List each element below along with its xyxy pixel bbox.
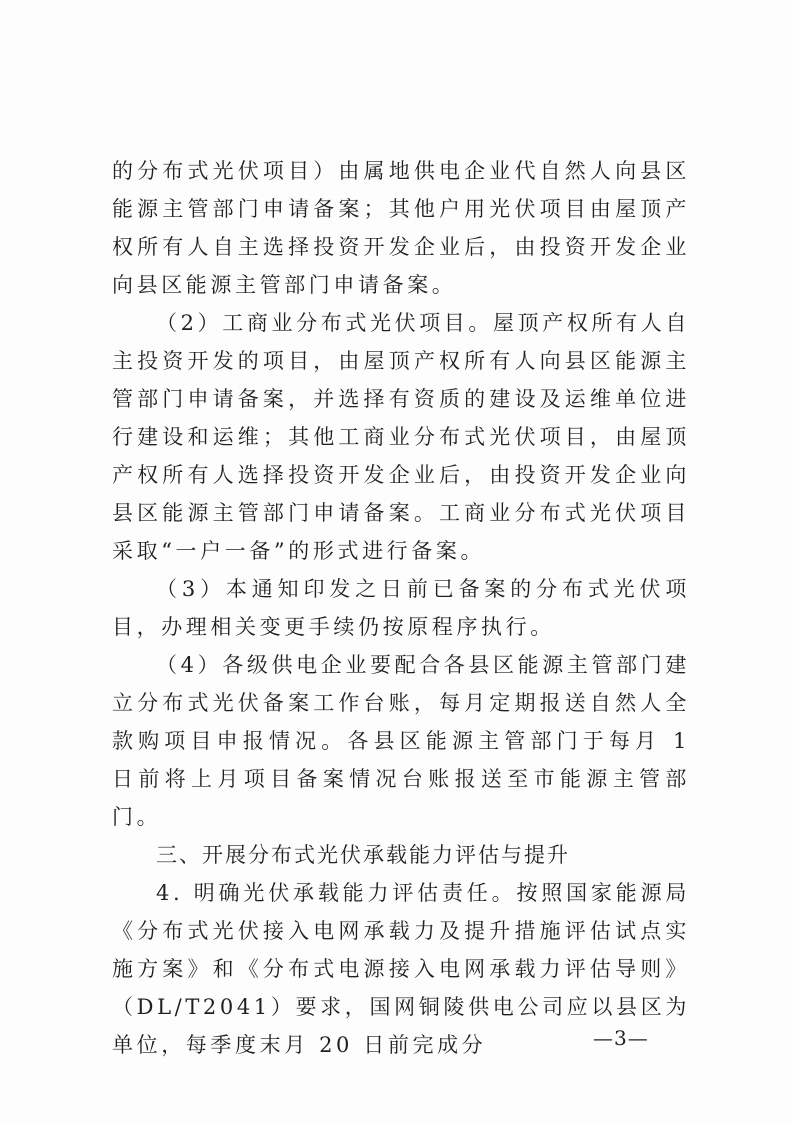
page-number: —3— <box>593 1026 649 1050</box>
paragraph-power-supply-ledger: （4）各级供电企业要配合各县区能源主管部门建立分布式光伏备案工作台账，每月定期报送自然人全款购项目申报情况。各县区能源主管部门于每月 1 日前将上月项目备案情况台账报送至市能源主管部门。 <box>112 653 690 829</box>
paragraph-capacity-assessment: 4. 明确光伏承载能力评估责任。按照国家能源局《分布式光伏接入电网承载力及提升措施评估试点实施方案》和《分布式电源接入电网承载力评估导则》（DL/T2041）要求，国网铜陵供电公司应以县区为单位，每季度末月 20 日前完成分 <box>112 881 690 1057</box>
paragraph-existing-projects: （3）本通知印发之日前已备案的分布式光伏项目，办理相关变更手续仍按原程序执行。 <box>112 577 690 639</box>
paragraph-commercial-pv: （2）工商业分布式光伏项目。屋顶产权所有人自主投资开发的项目，由屋顶产权所有人向县区能源主管部门申请备案，并选择有资质的建设及运维单位进行建设和运维；其他工商业分布式光伏项目，由屋顶产权所有人选择投资开发企业后，由投资开发企业向县区能源主管部门申请备案。工商业分布式光伏项目采取“一户一备”的形式进行备案。 <box>112 311 690 563</box>
section-heading: 三、开展分布式光伏承载能力评估与提升 <box>156 843 570 867</box>
document-body <box>112 152 690 1064</box>
paragraph-continuation: 的分布式光伏项目）由属地供电企业代自然人向县区能源主管部门申请备案；其他户用光伏项目由屋顶产权所有人自主选择投资开发企业后，由投资开发企业向县区能源主管部门申请备案。 <box>112 159 690 297</box>
